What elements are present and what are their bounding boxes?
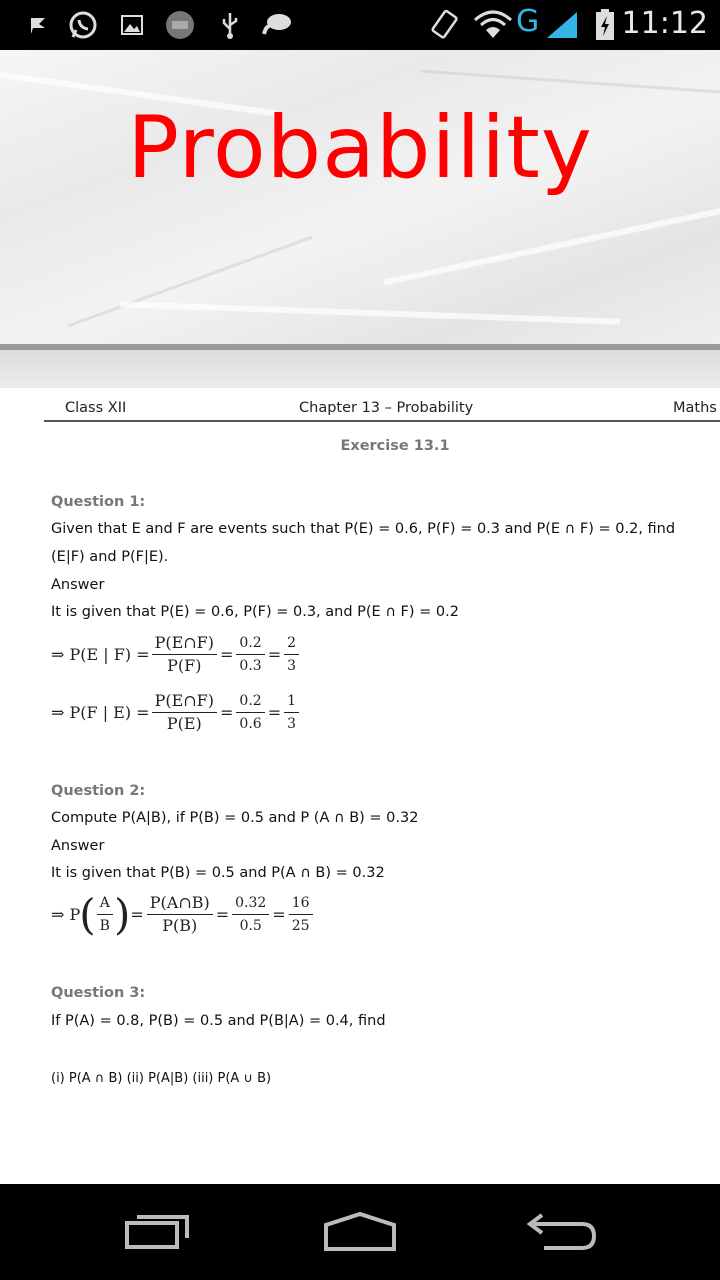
toolbar-band: [0, 350, 720, 388]
clock-time: 11:12: [621, 6, 708, 41]
image-icon: [120, 10, 144, 40]
fraction: $\frac{0.2}{0.3}$: [236, 634, 264, 675]
fraction: $\frac{0.32}{0.5}$: [232, 894, 269, 935]
back-icon: [520, 1212, 600, 1252]
answer-1-label: Answer: [51, 577, 105, 593]
whatsapp-icon: [68, 10, 98, 40]
document-viewer[interactable]: [0, 388, 720, 1093]
chat-icon: [260, 10, 292, 40]
formula-lhs: ⇒ P(F | E) =: [51, 703, 150, 722]
fraction: $\frac{P(A\cap B)}{P(B)}$: [147, 894, 213, 935]
paper-texture: [420, 70, 719, 94]
answer-1-given: It is given that P(E) = 0.6, P(F) = 0.3, and P(E ∩ F) = 0.2: [51, 604, 459, 620]
battery-charging-icon: [594, 10, 616, 40]
fraction: $\frac{P(E\cap F)}{P(E)}$: [152, 692, 217, 733]
formula-lhs: ⇒ P(E | F) =: [51, 645, 150, 664]
rotate-icon: [424, 10, 464, 40]
paper-texture: [384, 201, 720, 286]
question-1-label: Question 1:: [51, 494, 146, 510]
recent-apps-icon: [122, 1214, 192, 1250]
notification-flag-icon: [26, 10, 50, 40]
usb-icon: [218, 10, 242, 40]
question-3-text: If P(A) = 0.8, P(B) = 0.5 and P(B|A) = 0.4, find: [51, 1013, 386, 1029]
network-type-label: G: [516, 4, 540, 39]
fraction: $\frac{1}{3}$: [284, 692, 299, 733]
formula-p-f-given-e: ⇒ P(F | E) = $\frac{P(E\cap F)}{P(E)}$ = $\frac{0.2}{0.6}$ = $\frac{1}{3}$: [51, 692, 301, 733]
fraction: $\frac{16}{25}$: [289, 894, 313, 935]
fraction: $\frac{A}{B}$: [97, 894, 113, 935]
home-icon: [322, 1211, 398, 1253]
title-banner: [0, 50, 720, 344]
status-bar: [0, 0, 720, 50]
question-2-text: Compute P(A|B), if P(B) = 0.5 and P (A ∩ B) = 0.32: [51, 810, 419, 826]
paper-texture: [120, 301, 620, 324]
fraction: $\frac{2}{3}$: [284, 634, 299, 675]
doc-header-class: Class XII: [65, 400, 127, 416]
exercise-heading: Exercise 13.1: [340, 438, 450, 454]
doc-header-subject: Maths: [673, 400, 717, 416]
wifi-icon: [472, 10, 514, 40]
formula-p-e-given-f: ⇒ P(E | F) = $\frac{P(E\cap F)}{P(F)}$ = $\frac{0.2}{0.3}$ = $\frac{2}{3}$: [51, 634, 301, 675]
formula-p-a-given-b: ⇒ P ( $\frac{A}{B}$ ) = $\frac{P(A\cap B)}{P(B)}$ = $\frac{0.32}{0.5}$ = $\frac{16}{25}$: [51, 894, 315, 935]
question-2-label: Question 2:: [51, 783, 146, 799]
navigation-bar: [0, 1184, 720, 1280]
home-button[interactable]: [315, 1202, 405, 1262]
formula-lhs: ⇒ P: [51, 905, 81, 924]
answer-2-given: It is given that P(B) = 0.5 and P(A ∩ B) = 0.32: [51, 865, 385, 881]
answer-2-label: Answer: [51, 838, 105, 854]
fraction: $\frac{0.2}{0.6}$: [236, 692, 264, 733]
recent-apps-button[interactable]: [112, 1202, 202, 1262]
fraction: $\frac{P(E\cap F)}{P(F)}$: [152, 634, 217, 675]
page-title: Probability: [127, 98, 593, 198]
paper-texture: [67, 236, 312, 328]
question-1-text-line2: (E|F) and P(F|E).: [51, 549, 169, 565]
question-3-parts: (i) P(A ∩ B) (ii) P(A|B) (iii) P(A ∪ B): [51, 1071, 272, 1086]
header-rule: [44, 420, 720, 422]
question-3-label: Question 3:: [51, 985, 146, 1001]
back-button[interactable]: [515, 1202, 605, 1262]
doc-header-chapter: Chapter 13 – Probability: [299, 400, 474, 416]
question-1-text-line1: Given that E and F are events such that P(E) = 0.6, P(F) = 0.3 and P(E ∩ F) = 0.2, find: [51, 521, 676, 537]
app-icon: [164, 10, 196, 40]
signal-icon: [544, 10, 580, 40]
